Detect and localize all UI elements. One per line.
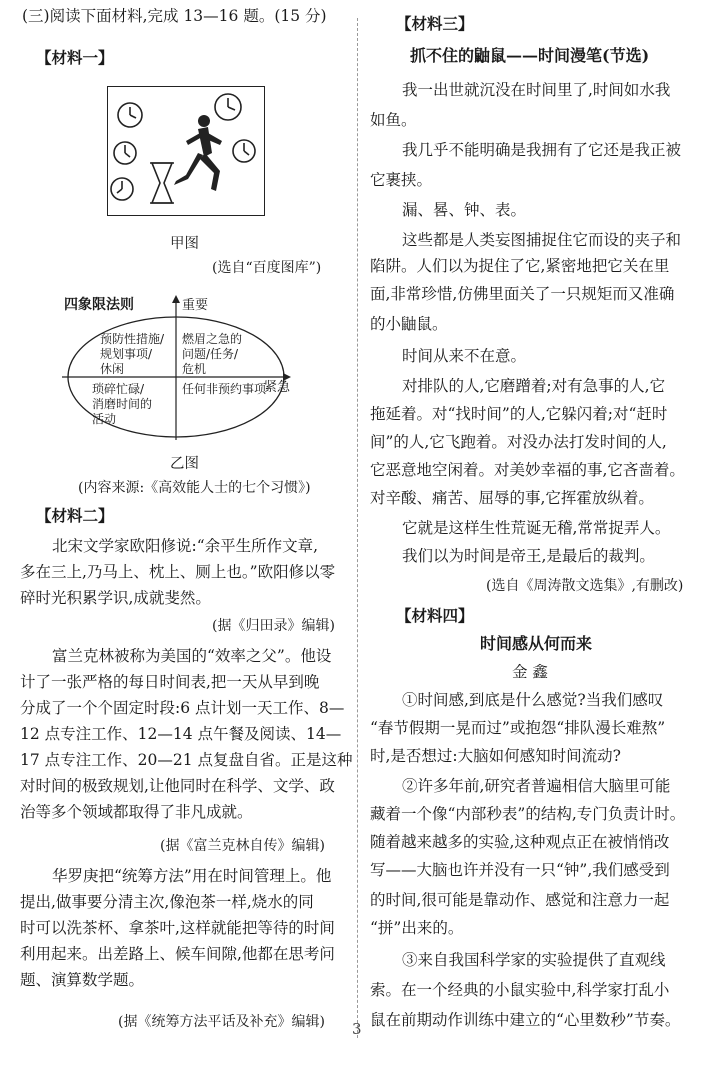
- m3-line: 对排队的人,它磨蹭着;对有急事的人,它: [402, 377, 666, 395]
- m3-line: 它就是这样生性荒诞无稽,常常捉弄人。: [402, 519, 671, 537]
- para3-source: (据《统筹方法平话及补充》编辑): [118, 1014, 325, 1030]
- m4-line: 时,是否想过:大脑如何感知时间流动?: [370, 747, 621, 765]
- m3-line: 对辛酸、痛苦、屈辱的事,它挥霍放纵着。: [370, 489, 654, 507]
- page-number: 3: [352, 1020, 362, 1038]
- m3-line: 拖延着。对“找时间”的人,它躲闪着;对“赶时: [370, 405, 668, 423]
- m4-line: 写——大脑也许并没有一只“钟”,我们感受到: [370, 861, 670, 879]
- quadrant-not-important-not-urgent: 琐碎忙碌/ 消磨时间的 活动: [92, 382, 153, 426]
- para2-line: 富兰克林被称为美国的“效率之父”。他设: [52, 647, 332, 665]
- m4-line: ①时间感,到底是什么感觉?当我们感叹: [402, 691, 664, 709]
- para2-line: 计了一张严格的每日时间表,把一天从早到晚: [20, 673, 320, 691]
- m3-line: 我们以为时间是帝王,是最后的裁判。: [402, 547, 655, 565]
- m3-line: 我几乎不能明确是我拥有了它还是我正被: [402, 141, 682, 159]
- m3-line: 这些都是人类妄图捕捉住它而设的夹子和: [402, 231, 682, 249]
- para2-line: 治等多个领域都取得了非凡成就。: [20, 803, 253, 821]
- m3-line: 间”的人,它飞跑着。对没办法打发时间的人,: [370, 433, 667, 451]
- m3-line: 它裹挟。: [370, 171, 433, 189]
- m4-line: 随着越来越多的实验,这种观点正在被悄悄改: [370, 833, 670, 851]
- material4-title: 时间感从何而来: [480, 634, 593, 653]
- m4-line: “拼”出来的。: [370, 919, 464, 937]
- para3-line: 题、演算数学题。: [20, 971, 145, 989]
- material2-label: 【材料二】: [36, 506, 114, 525]
- material3-source: (选自《周涛散文选集》,有删改): [486, 578, 684, 594]
- m3-line: 时间从来不在意。: [402, 347, 527, 365]
- para3-line: 提出,做事要分清主次,像泡茶一样,烧水的同: [20, 893, 314, 911]
- para3-line: 利用起来。出差路上、候车间隙,他都在思考问: [20, 945, 335, 963]
- material3-title: 抓不住的鼬鼠——时间漫笔(节选): [410, 46, 650, 65]
- m4-line: 鼠在前期动作训练中建立的“心里数秒”节奏。: [370, 1011, 681, 1029]
- section-header: (三)阅读下面材料,完成 13—16 题。(15 分): [22, 7, 327, 25]
- m3-line: 陷阱。人们以为捉住了它,紧密地把它关在里: [370, 257, 670, 275]
- x-axis-label: 紧急: [264, 380, 291, 395]
- figure-a-caption: 甲图: [170, 236, 199, 252]
- m4-line: “春节假期一晃而过”或抱怨“排队漫长难熬”: [370, 719, 666, 737]
- para2-line: 分成了一个个固定时段:6 点计划一天工作、8—: [20, 699, 345, 717]
- para2-line: 12 点专注工作、12—14 点午餐及阅读、14—: [20, 725, 342, 743]
- quadrant-important-not-urgent: 预防性措施/ 规划事项/ 休闲: [100, 332, 165, 376]
- material4-author: 金 鑫: [512, 663, 548, 681]
- quadrant-diagram: [58, 290, 298, 450]
- m3-line: 如鱼。: [370, 111, 417, 129]
- figure-a-source: (选自“百度图库”): [212, 260, 322, 276]
- quadrant-title: 四象限法则: [64, 297, 134, 313]
- para2-line: 17 点专注工作、20—21 点复盘自省。正是这种: [20, 751, 353, 769]
- material4-label: 【材料四】: [396, 606, 474, 625]
- para3-line: 时可以洗茶杯、拿茶叶,这样就能把等待的时间: [20, 919, 335, 937]
- m3-line: 的小鼬鼠。: [370, 315, 448, 333]
- material1-label: 【材料一】: [36, 48, 114, 67]
- figure-b-source: (内容来源:《高效能人士的七个习惯》): [78, 480, 311, 496]
- m4-line: 索。在一个经典的小鼠实验中,科学家打乱小: [370, 981, 670, 999]
- para3-line: 华罗庚把“统筹方法”用在时间管理上。他: [52, 867, 332, 885]
- para1-line: 碎时光积累学识,成就斐然。: [20, 589, 211, 607]
- figure-a-image: [107, 86, 265, 216]
- m3-line: 漏、晷、钟、表。: [402, 201, 527, 219]
- m4-line: 的时间,很可能是靠动作、感觉和注意力一起: [370, 891, 670, 909]
- para2-source: (据《富兰克林自传》编辑): [160, 838, 325, 854]
- running-man-clocks-illustration: [108, 87, 264, 215]
- m4-line: ②许多年前,研究者普遍相信大脑里可能: [402, 777, 671, 795]
- quadrant-not-important-urgent: 任何非预约事项: [182, 382, 267, 396]
- m4-line: 藏着一个像“内部秒表”的结构,专门负责计时。: [370, 805, 686, 823]
- quadrant-important-urgent: 燃眉之急的 问题/任务/ 危机: [182, 332, 243, 376]
- m3-line: 面,非常珍惜,仿佛里面关了一只规矩而又准确: [370, 285, 675, 303]
- column-divider: [357, 18, 358, 1038]
- m4-line: ③来自我国科学家的实验提供了直观线: [402, 951, 666, 969]
- y-axis-label: 重要: [182, 298, 209, 313]
- para1-line: 多在三上,乃马上、枕上、厕上也。”欧阳修以零: [20, 563, 336, 581]
- para1-line: 北宋文学家欧阳修说:“余平生所作文章,: [52, 537, 319, 555]
- para1-source: (据《归田录》编辑): [212, 618, 335, 634]
- m3-line: 它恶意地空闲着。对美妙幸福的事,它吝啬着。: [370, 461, 685, 479]
- para2-line: 对时间的极致规划,让他同时在科学、文学、政: [20, 777, 335, 795]
- figure-b-caption: 乙图: [170, 456, 199, 472]
- m3-line: 我一出世就沉没在时间里了,时间如水我: [402, 81, 671, 99]
- material3-label: 【材料三】: [396, 14, 474, 33]
